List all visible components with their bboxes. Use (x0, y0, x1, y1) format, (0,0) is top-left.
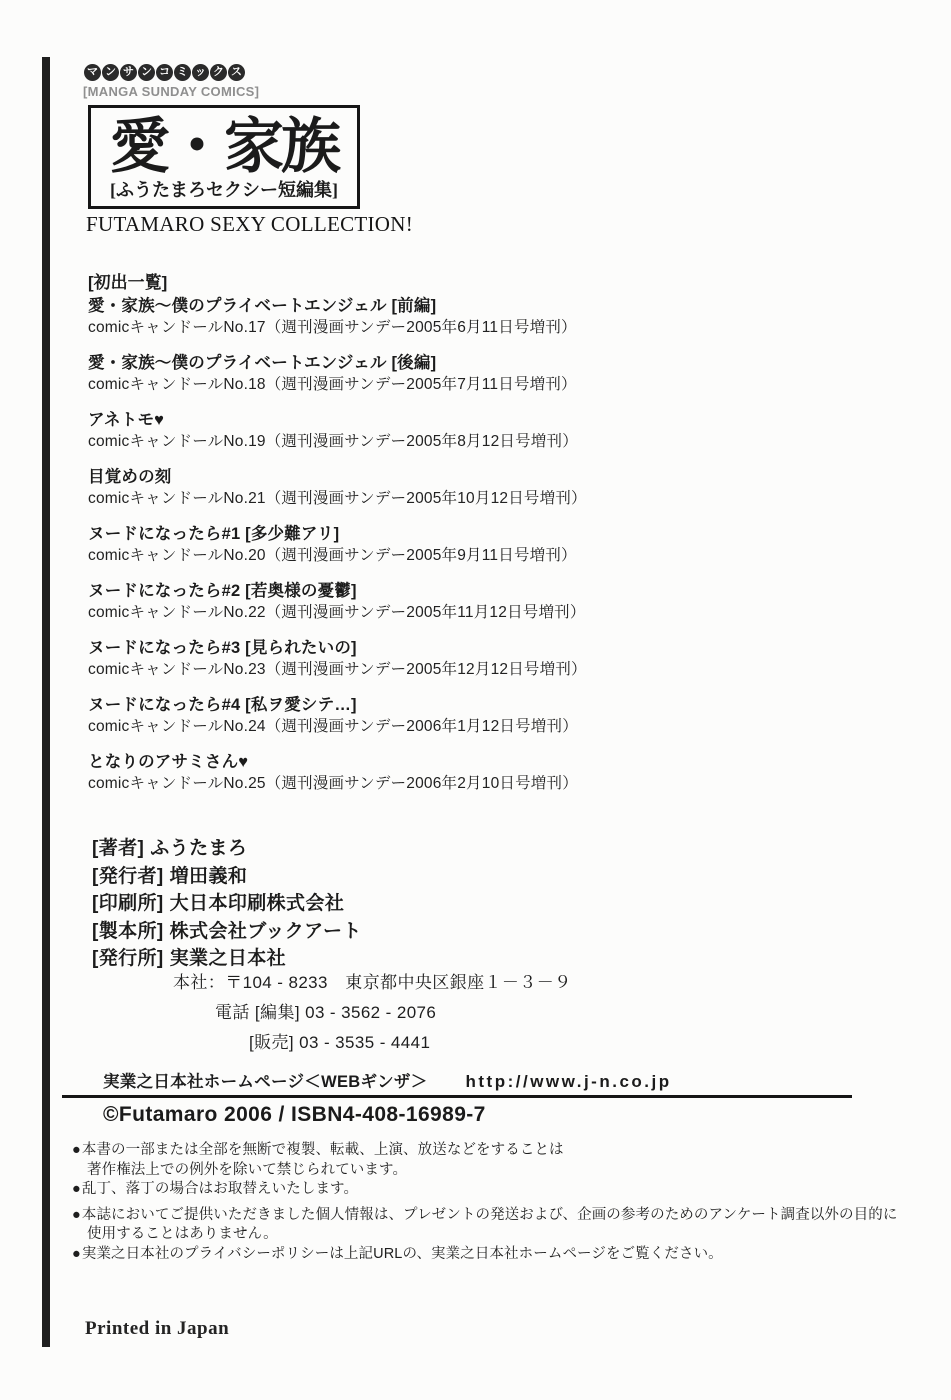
entry-title: 愛・家族～僕のプライベートエンジェル [後編] (88, 354, 437, 372)
entry-detail: comicキャンドールNo.20（週刊漫画サンデー2005年9月11日号増刊） (88, 547, 577, 564)
notice-text: 実業之日本社のプライバシーポリシーは上記URLの、実業之日本社ホームページをご覧ください。 (81, 1245, 723, 1262)
homepage-url: http://www.j-n.co.jp (465, 1072, 672, 1091)
entry-title: 愛・家族～僕のプライベートエンジェル [前編] (88, 297, 437, 315)
phone-sales: [販売] 03 - 3535 - 4441 (249, 1033, 431, 1052)
bullet-icon: ● (72, 1206, 81, 1223)
notice-copyright-restriction (72, 1141, 917, 1161)
legal-notices (72, 1141, 917, 1264)
entry-title: ヌードになったら#2 [若奥様の憂鬱] (88, 582, 357, 600)
copyright-isbn: ©Futamaro 2006 / ISBN4-408-16989-7 (103, 1103, 486, 1126)
entry-title: 目覚めの刻 (88, 468, 172, 486)
credit-label: [発行所] (92, 948, 164, 969)
entry-title: ヌードになったら#4 [私ヲ愛シテ…] (88, 696, 357, 714)
book-subtitle: [ふうたまろセクシー短編集] (110, 179, 338, 200)
list-item (88, 695, 688, 737)
credit-label: [著者] (92, 838, 145, 859)
entry-title: ヌードになったら#3 [見られたいの] (88, 639, 357, 657)
credit-printer (92, 890, 362, 918)
publisher-address (173, 968, 572, 1058)
bullet-icon: ● (72, 1245, 81, 1262)
credit-value: 大日本印刷株式会社 (169, 893, 345, 914)
credit-value: 株式会社ブックアート (169, 920, 362, 942)
spine-bar (42, 57, 50, 1347)
notice-text: 乱丁、落丁の場合はお取替えいたします。 (81, 1181, 359, 1197)
notice-personal-info (72, 1206, 917, 1226)
book-title-romanized: FUTAMARO SEXY COLLECTION! (86, 212, 414, 236)
notice-privacy-policy (72, 1245, 917, 1265)
credit-author (92, 835, 362, 863)
entry-detail: comicキャンドールNo.18（週刊漫画サンデー2005年7月11日号増刊） (88, 376, 577, 393)
entry-detail: comicキャンドールNo.17（週刊漫画サンデー2005年6月11日号増刊） (88, 319, 577, 336)
notice-copyright-restriction-cont: 著作権法上での例外を除いて禁じられています。 (87, 1161, 408, 1178)
entry-detail: comicキャンドールNo.23（週刊漫画サンデー2005年12月12日号増刊） (88, 661, 587, 678)
notice-personal-info-cont: 使用することはありません。 (87, 1226, 278, 1242)
notice-defective-copies (72, 1180, 917, 1200)
credits-block (92, 835, 362, 973)
credit-value: 増田義和 (169, 865, 248, 887)
list-item (88, 638, 688, 680)
credit-binder (92, 918, 362, 946)
list-item (88, 752, 688, 794)
list-item (88, 524, 688, 566)
credit-label: [印刷所] (92, 893, 164, 914)
divider-rule (62, 1095, 852, 1098)
notice-text: 本書の一部または全部を無断で複製、転載、上演、放送などをすることは (81, 1142, 564, 1158)
phone-editorial: 電話 [編集] 03 - 3562 - 2076 (215, 1003, 437, 1022)
publisher-logo-subtitle: [MANGA SUNDAY COMICS] (83, 84, 260, 99)
entry-title: アネトモ♥ (88, 411, 165, 429)
notice-text: 本誌においてご提供いただきました個人情報は、プレゼントの発送および、企画の参考のためのアンケート調査以外の目的に (81, 1206, 898, 1223)
credit-label: [発行者] (92, 865, 164, 887)
entry-detail: comicキャンドールNo.24（週刊漫画サンデー2006年1月12日号増刊） (88, 718, 578, 735)
first-appearance-heading: [初出一覧] (88, 273, 168, 292)
publisher-logo: マ ン サ ン コ ミ ッ ク ス (84, 64, 246, 82)
credit-label: [製本所] (92, 920, 164, 942)
homepage-line (103, 1068, 672, 1092)
credit-value: 実業之日本社 (169, 948, 287, 969)
entry-detail: comicキャンドールNo.21（週刊漫画サンデー2005年10月12日号増刊） (88, 490, 587, 507)
entry-title: となりのアサミさん♥ (88, 753, 249, 771)
list-item (88, 296, 688, 338)
entry-detail: comicキャンドールNo.25（週刊漫画サンデー2006年2月10日号増刊） (88, 775, 578, 792)
list-item (88, 467, 688, 509)
bullet-icon: ● (72, 1181, 81, 1197)
book-title: 愛・家族 (110, 113, 338, 180)
address-line: 本社：〒104 - 8233 東京都中央区銀座１－３－９ (173, 973, 572, 992)
credit-publisher-person (92, 863, 362, 891)
list-item (88, 410, 688, 452)
bullet-icon: ● (72, 1142, 81, 1158)
book-title-box (88, 105, 360, 209)
list-item (88, 581, 688, 623)
first-appearance-list (88, 296, 688, 809)
credit-value: ふうたまろ (150, 838, 248, 859)
printed-in-japan: Printed in Japan (85, 1318, 230, 1339)
homepage-label: 実業之日本社ホームページ＜WEBギンザ＞ (103, 1073, 428, 1091)
list-item (88, 353, 688, 395)
entry-title: ヌードになったら#1 [多少難アリ] (88, 525, 340, 543)
entry-detail: comicキャンドールNo.19（週刊漫画サンデー2005年8月12日号増刊） (88, 433, 578, 450)
entry-detail: comicキャンドールNo.22（週刊漫画サンデー2005年11月12日号増刊） (88, 604, 586, 621)
